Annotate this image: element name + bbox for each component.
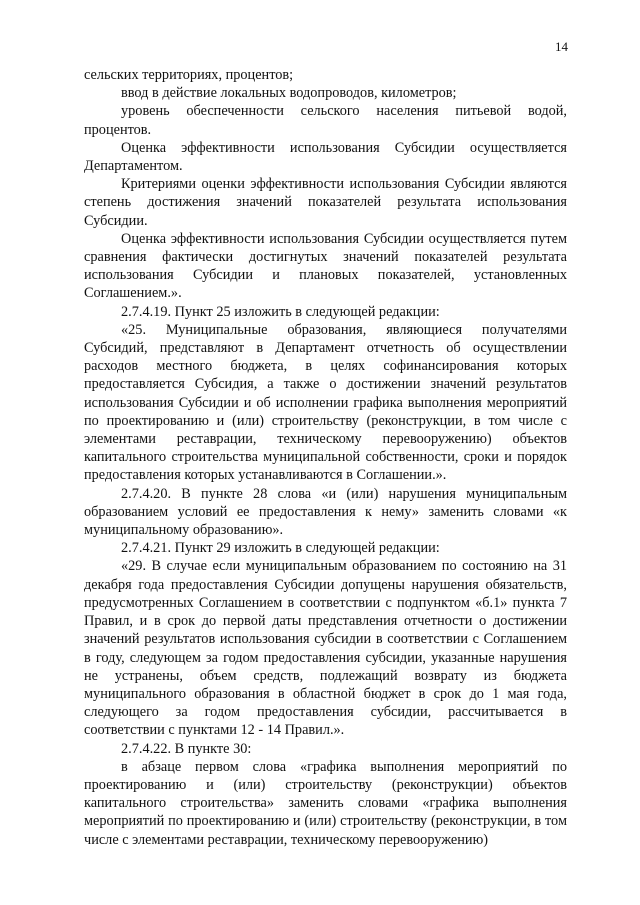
paragraph: «25. Муниципальные образования, являющиеся получателями Субсидий, представляют в Департамент отчетность об осуществлении расходов местного бюджета, в целях софинансирования которых предоставляется Субсидия, а также о достижении значений результатов использования Субсидии и об исполнении графика выполнения мероприятий по проектированию и (или) строительству (реконструкции, в том числе с элементами реставрации, техническому перевооружению) объектов капитального строительства муниципальной собственности, сроки и порядок предоставления которых устанавливаются в Соглашении.». bbox=[84, 321, 567, 484]
paragraph: ввод в действие локальных водопроводов, километров; bbox=[121, 85, 457, 102]
paragraph: Оценка эффективности использования Субсидии осуществляется Департаментом. bbox=[84, 139, 567, 175]
document-body bbox=[84, 66, 567, 849]
paragraph: 2.7.4.19. Пункт 25 изложить в следующей редакции: bbox=[121, 303, 440, 320]
paragraph: в абзаце первом слова «графика выполнения мероприятий по проектированию и (или) строительству (реконструкции) объектов капитального строительства» заменить словами «графика выполнения мероприятий по проектированию и (или) строительству (реконструкции, в том числе с элементами реставрации, техническому перевооружению) bbox=[84, 758, 567, 848]
paragraph: 2.7.4.22. В пункте 30: bbox=[121, 740, 252, 757]
paragraph: сельских территориях, процентов; bbox=[84, 67, 294, 83]
page-number: 14 bbox=[555, 39, 568, 54]
paragraph: «29. В случае если муниципальным образованием по состоянию на 31 декабря года предоставления Субсидии допущены нарушения обязательств, предусмотренных Соглашением в соответствии с подпунктом «б.1» пункта 7 Правил, и в срок до первой даты представления отчетности о достижении значений результатов использования субсидии в соответствии с Соглашением в году, следующем за годом предоставления субсидии, указанные нарушения не устранены, объем средств, подлежащий возврату из бюджета муниципального образования в областной бюджет в срок до 1 мая года, следующего за годом предоставления субсидии, рассчитывается в соответствии с пунктами 12 - 14 Правил.». bbox=[84, 558, 567, 739]
paragraph: 2.7.4.21. Пункт 29 изложить в следующей редакции: bbox=[121, 540, 440, 557]
paragraph: Критериями оценки эффективности использования Субсидии являются степень достижения значений показателей результата использования Субсидии. bbox=[84, 176, 567, 229]
paragraph: Оценка эффективности использования Субсидии осуществляется путем сравнения фактически достигнутых значений показателей результата использования Субсидии и плановых показателей, установленных Соглашением.». bbox=[84, 230, 567, 302]
paragraph: 2.7.4.20. В пункте 28 слова «и (или) нарушения муниципальным образованием условий ее предоставления к нему» заменить словами «к муниципальному образованию». bbox=[84, 485, 567, 539]
paragraph: уровень обеспеченности сельского населения питьевой водой, процентов. bbox=[84, 103, 567, 138]
